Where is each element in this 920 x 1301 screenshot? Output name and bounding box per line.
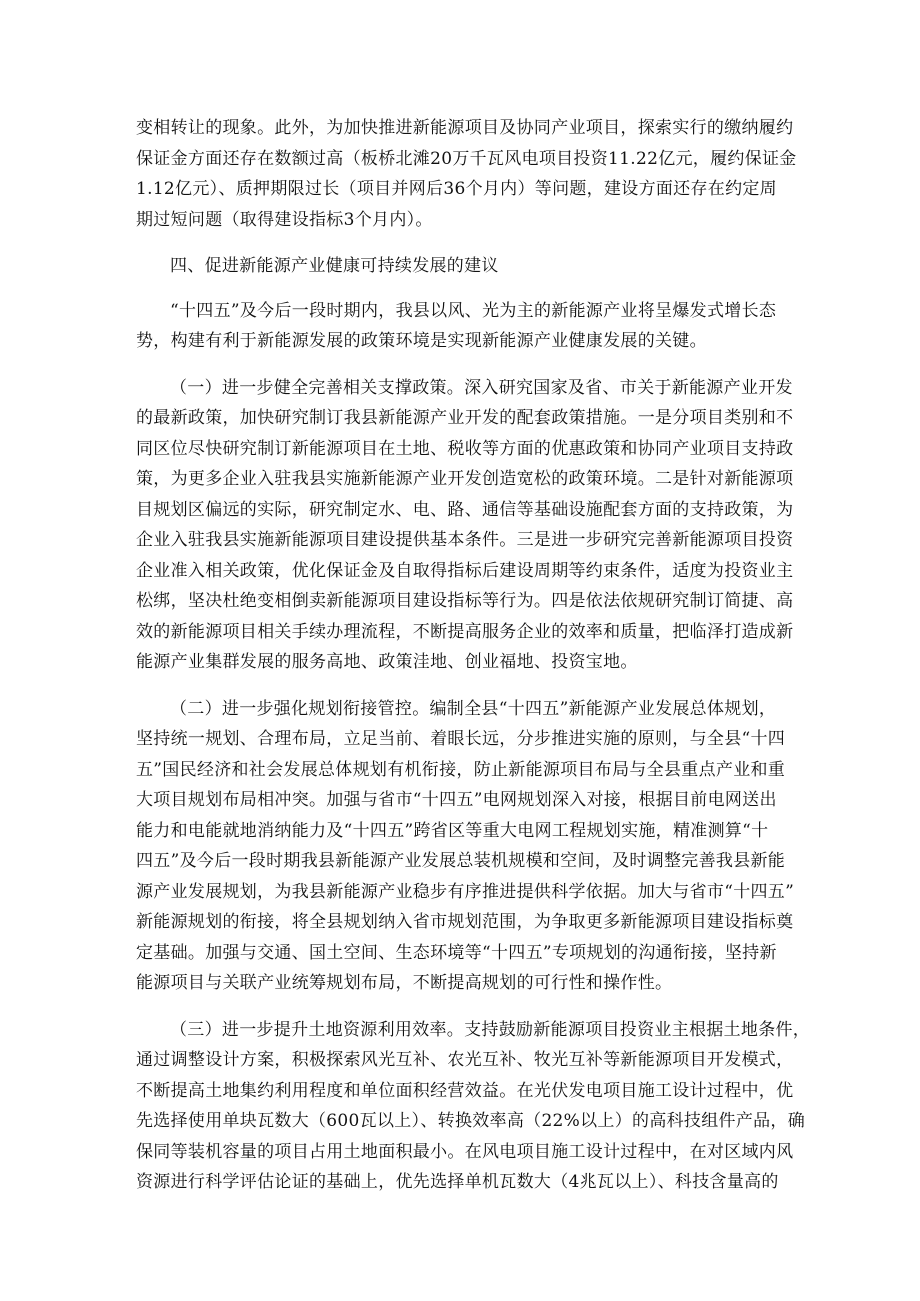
text-line: 保同等装机容量的项目占用土地面积最小。在风电项目施工设计过程中，在对区域内风 [136,1141,794,1162]
text-line: 同区位尽快研究制订新能源项目在土地、税收等方面的优惠政策和协同产业项目支持政 [136,438,794,459]
text-line: 效的新能源项目相关手续办理流程，不断提高服务企业的效率和质量，把临泽打造成新 [136,621,794,642]
paragraph-planning [136,694,795,999]
text-line: 1.12亿元）、质押期限过长（项目并网后36个月内）等问题，建设方面还存在约定周 [136,179,777,199]
text-line: 策，为更多企业入驻我县实施新能源产业开发创造宽松的政策环境。二是针对新能源项 [136,469,794,489]
paragraph-land-use [136,1015,811,1198]
text-line: 能源项目与关联产业统筹规划布局，不断提高规划的可行性和操作性。 [136,973,673,993]
paragraph-continuation [136,113,797,235]
paragraph-intro [136,296,790,357]
paragraph-policy [136,373,794,678]
text-line: 期过短问题（取得建设指标3个月内）。 [136,209,433,230]
text-line: 企业准入相关政策，优化保证金及自取得指标后建设周期等约束条件，适度为投资业主 [136,560,794,581]
text-line: 保证金方面还存在数额过高（板桥北滩20万千瓦风电项目投资11.22亿元，履约保证金 [136,148,797,169]
text-line: （二）进一步强化规划衔接管控。编制全县“十四五”新能源产业发展总体规划， [170,698,777,719]
text-line: 大项目规划布局相冲突。加强与省市“十四五”电网规划深入对接，根据目前电网送出 [136,790,777,810]
text-line: 企业入驻我县实施新能源项目建设提供基本条件。三是进一步研究完善新能源项目投资 [136,530,794,550]
text-line: 变相转让的现象。此外，为加快推进新能源项目及协同产业项目，探索实行的缴纳履约 [136,118,794,138]
text-line: 四五”及今后一段时期我县新能源产业发展总装机规模和空间，及时调整完善我县新能 [136,851,786,871]
text-line: 势，构建有利于新能源发展的政策环境是实现新能源产业健康发展的关键。 [136,331,707,351]
text-line: 资源进行科学评估论证的基础上，优先选择单机瓦数大（4兆瓦以上）、科技含量高的 [136,1172,779,1192]
text-line: 定基础。加强与交通、国土空间、生态环境等“十四五”专项规划的沟通衔接，坚持新 [136,942,777,963]
text-line: 松绑，坚决杜绝变相倒卖新能源项目建设指标等行为。四是依法依规研究制订简捷、高 [136,591,794,611]
text-line: 先选择使用单块瓦数大（600瓦以上）、转换效率高（22%以上）的高科技组件产品，确 [136,1111,806,1131]
text-line: （三）进一步提升土地资源利用效率。支持鼓励新能源项目投资业主根据土地条件， [170,1019,811,1040]
text-line: 坚持统一规划、合理布局，立足当前、着眼长远，分步推进实施的原则，与全县“十四 [136,729,786,749]
text-line: 的最新政策，加快研究制订我县新能源产业开发的配套政策措施。一是分项目类别和不 [136,408,794,428]
text-line: 不断提高土地集约利用程度和单位面积经营效益。在光伏发电项目施工设计过程中，优 [136,1080,794,1101]
text-line: 能源产业集群发展的服务高地、政策洼地、创业福地、投资宝地。 [136,652,638,672]
text-line: 能力和电能就地消纳能力及“十四五”跨省区等重大电网工程规划实施，精准测算“十 [136,820,769,841]
section-heading: 四、促进新能源产业健康可持续发展的建议 [170,256,499,276]
text-line: 通过调整设计方案，积极探索风光互补、农光互补、牧光互补等新能源项目开发模式， [136,1050,794,1070]
text-line: “十四五”及今后一段时期内，我县以风、光为主的新能源产业将呈爆发式增长态 [170,300,777,321]
text-line: 五”国民经济和社会发展总体规划有机衔接，防止新能源项目布局与全县重点产业和重 [136,759,786,780]
text-line: （一）进一步健全完善相关支撑政策。深入研究国家及省、市关于新能源产业开发 [170,377,793,398]
text-line: 新能源规划的衔接，将全县规划纳入省市规划范围，为争取更多新能源项目建设指标奠 [136,912,794,932]
text-line: 源产业发展规划，为我县新能源产业稳步有序推进提供科学依据。加大与省市“十四五” [136,881,795,902]
text-line: 目规划区偏远的实际，研究制定水、电、路、通信等基础设施配套方面的支持政策，为 [136,499,794,520]
document-body [136,113,811,1214]
